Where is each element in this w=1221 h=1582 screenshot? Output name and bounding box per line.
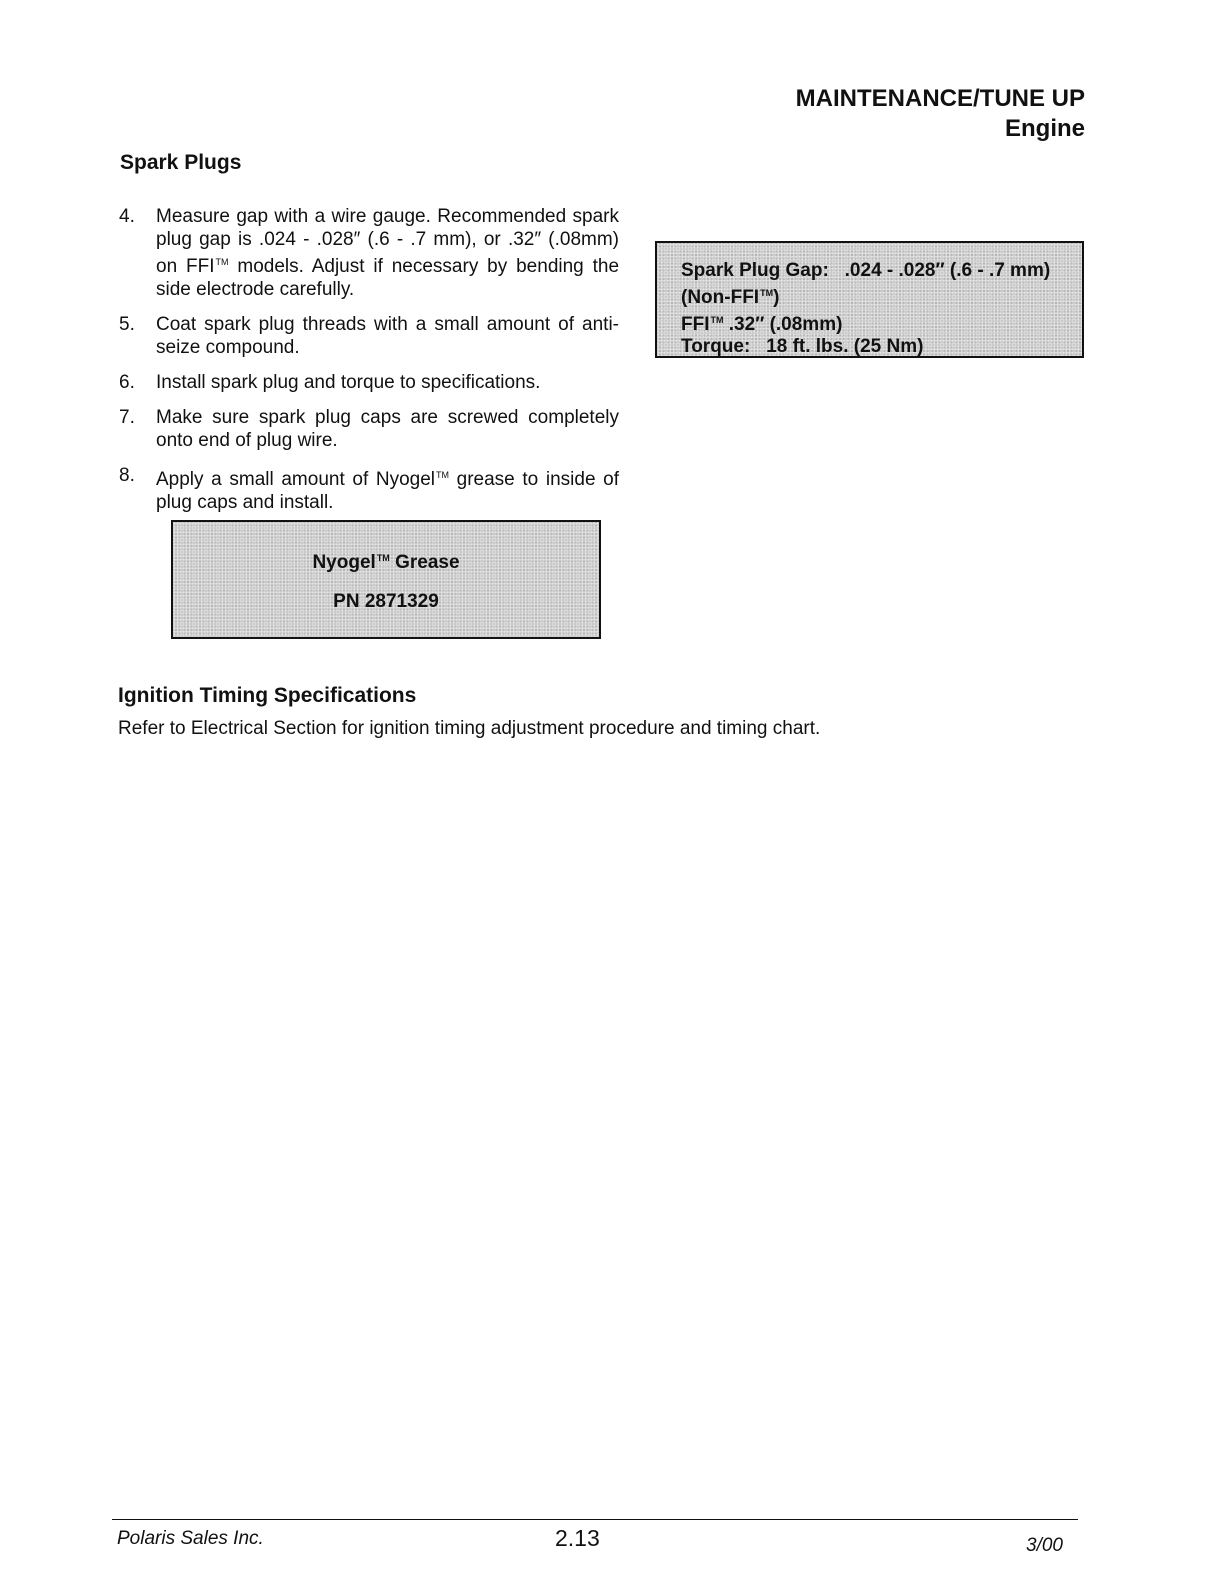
spark-plug-spec-box — [655, 241, 1084, 358]
step-text: Make sure spark plug caps are screwed completely onto end of plug wire. — [156, 407, 619, 451]
grease-name — [173, 552, 599, 574]
step-text: Install spark plug and torque to specifications. — [156, 372, 541, 393]
trademark-mark: TM — [215, 257, 229, 267]
step-number: 8. — [119, 465, 135, 486]
header-section-title: MAINTENANCE/TUNE UP — [795, 85, 1085, 112]
header-subsection-title: Engine — [1004, 115, 1085, 142]
step-item — [119, 464, 619, 514]
step-item — [119, 371, 619, 394]
step-text-continued: grease to inside of plug caps and install. — [156, 469, 620, 513]
footer-divider — [112, 1519, 1078, 1520]
non-ffi-label: (Non-FFI — [681, 287, 760, 308]
gap-value: .024 - .028″ (.6 - .7 mm) — [844, 260, 1051, 281]
non-ffi-close: ) — [773, 287, 780, 308]
step-item — [119, 205, 619, 301]
spark-plug-steps — [119, 205, 619, 526]
step-number: 6. — [119, 372, 135, 393]
step-number: 4. — [119, 206, 135, 227]
ffi-gap-value: .32″ (.08mm) — [723, 314, 843, 335]
nyogel-grease-box — [171, 520, 601, 639]
step-item — [119, 313, 619, 359]
step-text: Apply a small amount of Nyogel — [156, 469, 436, 490]
step-text: Measure gap with a wire gauge. Recommended spark plug gap is .024 - .028″ (.6 - .7 mm), or .32″ (.08mm) on FFI — [156, 206, 619, 277]
page-header — [796, 84, 1085, 144]
step-text-continued: models. Adjust if necessary by bending the side electrode carefully. — [156, 256, 620, 300]
step-number: 5. — [119, 314, 135, 335]
trademark-mark: TM — [436, 470, 450, 480]
torque-row — [681, 336, 1082, 358]
step-item — [119, 406, 619, 452]
footer-date: 3/00 — [1026, 1535, 1063, 1556]
footer-company: Polaris Sales Inc. — [117, 1528, 264, 1549]
trademark-mark: TM — [376, 553, 390, 563]
footer-page-number: 2.13 — [555, 1525, 600, 1551]
ffi-label: FFI — [681, 314, 710, 335]
step-text: Coat spark plug threads with a small amount of anti-seize compound. — [156, 314, 619, 358]
grease-name-text: Nyogel — [312, 552, 376, 573]
ignition-timing-text: Refer to Electrical Section for ignition timing adjustment procedure and timing chart. — [118, 718, 821, 739]
trademark-mark: TM — [760, 288, 774, 298]
torque-label: Torque: — [681, 336, 751, 357]
torque-value: 18 ft. lbs. (25 Nm) — [766, 336, 924, 357]
gap-spec-row — [681, 260, 1082, 282]
step-number: 7. — [119, 407, 135, 428]
grease-part-number: PN 2871329 — [333, 591, 439, 612]
spark-plugs-heading: Spark Plugs — [120, 151, 242, 174]
non-ffi-row — [681, 282, 1082, 309]
ffi-gap-row — [681, 309, 1082, 336]
grease-name-suffix: Grease — [389, 552, 460, 573]
gap-label: Spark Plug Gap: — [681, 260, 829, 281]
ignition-timing-heading: Ignition Timing Specifications — [118, 684, 417, 707]
trademark-mark: TM — [710, 315, 724, 325]
